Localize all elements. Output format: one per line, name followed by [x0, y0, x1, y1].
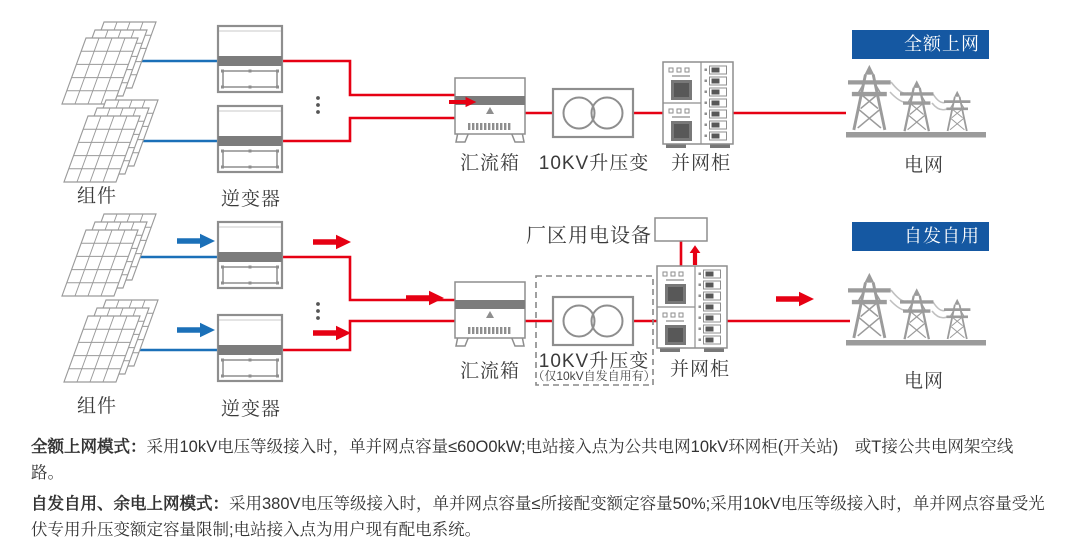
label-cabinet-1: 并网柜 — [670, 153, 731, 174]
label-factory-load: 厂区用电设备 — [526, 225, 652, 247]
flow-arrow-icon — [406, 291, 444, 305]
label-panels-2: 组件 — [76, 396, 117, 417]
power-towers-icon — [846, 273, 986, 346]
note-self-use — [31, 491, 1045, 543]
solar-panel-icon — [62, 22, 156, 104]
banner-self-use-mode: 自发自用 — [852, 222, 989, 251]
flow-arrow-icon — [177, 234, 215, 248]
combiner-box-icon — [455, 78, 525, 142]
label-panels-1: 组件 — [76, 186, 117, 207]
label-cabinet-2: 并网柜 — [669, 359, 730, 380]
flow-arrow-icon — [177, 323, 215, 337]
label-transformer-1: 10KV升压变 — [538, 153, 650, 174]
banner-full-grid-mode: 全额上网 — [852, 30, 989, 59]
label-combiner-1: 汇流箱 — [459, 153, 520, 174]
combiner-box-icon — [455, 282, 525, 346]
factory-load-box-icon — [655, 218, 707, 241]
label-inverter-1: 逆变器 — [220, 189, 281, 210]
transformer-icon — [553, 89, 633, 137]
more-inverters-ellipsis-icon — [316, 96, 320, 114]
solar-panel-icon — [62, 214, 156, 296]
note-full-grid — [31, 434, 1045, 486]
inverter-icon — [218, 315, 282, 381]
inverter-icon — [218, 106, 282, 172]
flow-arrow-icon — [313, 326, 351, 340]
label-transformer-note: （仅10kV自发自用有） — [532, 369, 656, 383]
note-self-use-body: 采用380V电压等级接入时，单并网点容量≤所接配变额定容量50%;采用10kV电压等级接入时，单并网点容量受光伏专用升压变额定容量限制;电站接入点为用户现有配电系统。 — [31, 495, 1045, 539]
note-full-grid-title: 全额上网模式： — [31, 438, 147, 456]
power-towers-icon — [846, 65, 986, 138]
inverter-icon — [218, 222, 282, 288]
grid-cabinet-icon — [657, 266, 727, 352]
flow-arrow-up-icon — [690, 245, 701, 265]
flow-arrow-icon — [313, 235, 351, 249]
label-grid-1: 电网 — [903, 155, 944, 176]
label-combiner-2: 汇流箱 — [459, 361, 520, 382]
grid-cabinet-icon — [663, 62, 733, 148]
more-inverters-ellipsis-icon — [316, 302, 320, 320]
note-full-grid-body: 采用10kV电压等级接入时，单并网点容量≤60O0kW;电站接入点为公共电网10kV环网柜(开关站) 或T接公共电网架空线路。 — [31, 438, 1014, 482]
inverter-icon — [218, 26, 282, 92]
transformer-icon — [553, 297, 633, 345]
solar-panel-icon — [64, 300, 158, 382]
label-transformer-2: 10KV升压变 — [538, 351, 650, 372]
flow-arrow-icon — [776, 292, 814, 306]
note-self-use-title: 自发自用、余电上网模式： — [31, 495, 229, 513]
mode-notes — [31, 434, 1045, 543]
label-inverter-2: 逆变器 — [220, 399, 281, 420]
label-grid-2: 电网 — [903, 371, 944, 392]
